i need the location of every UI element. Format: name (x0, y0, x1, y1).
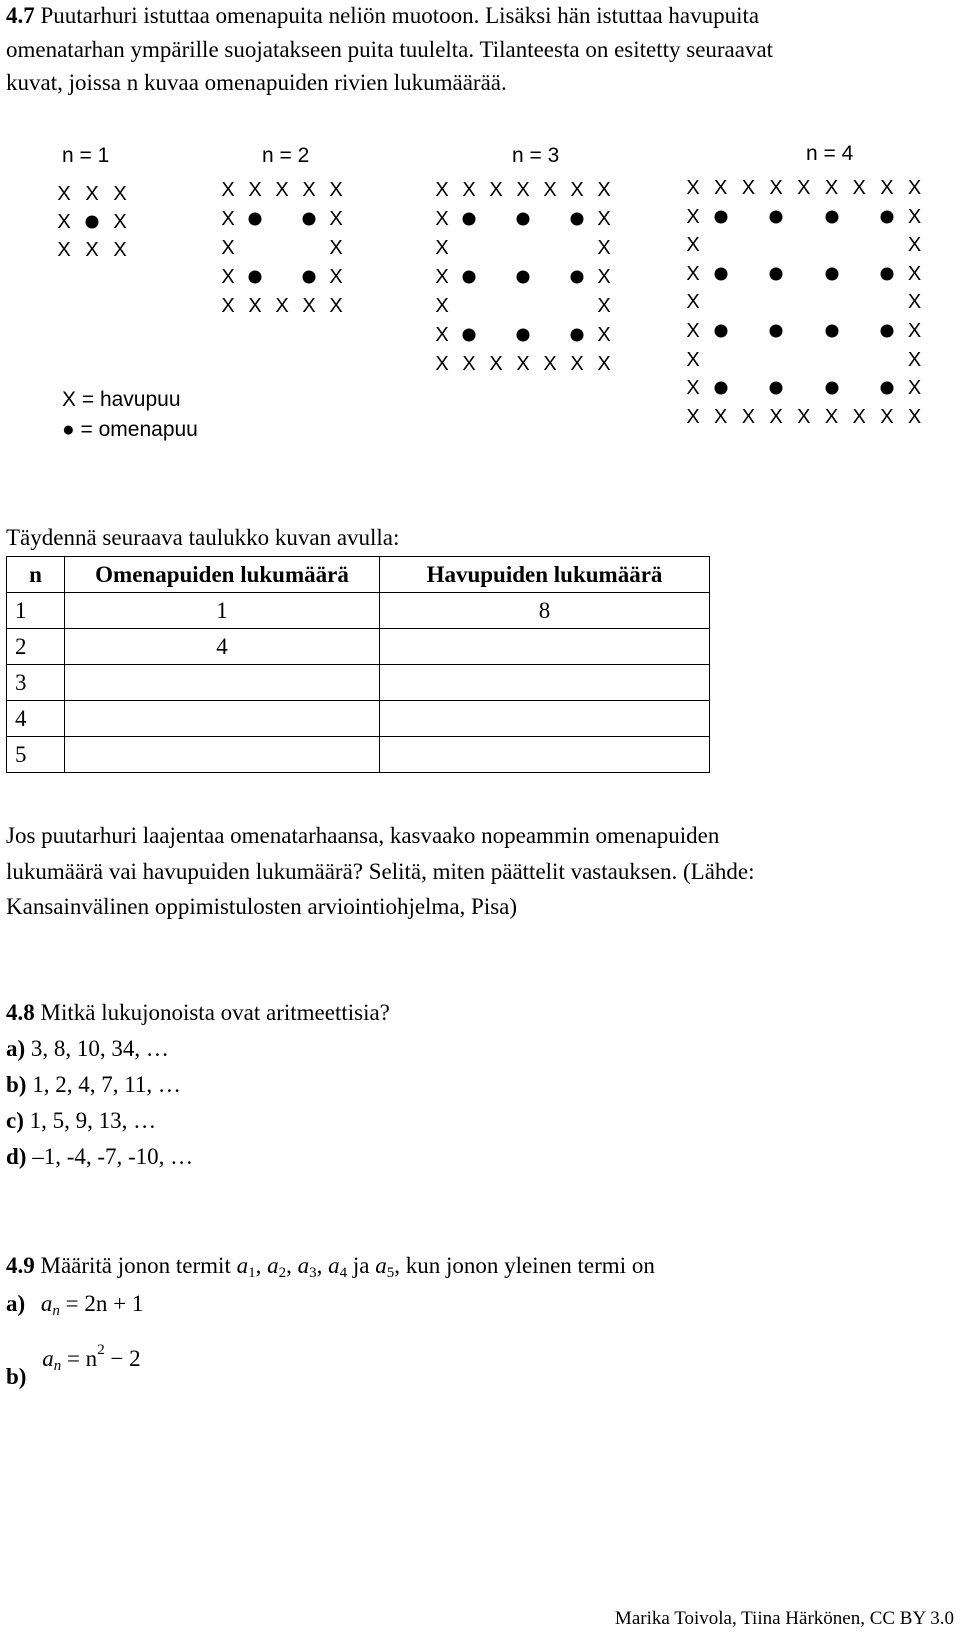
conifer-tree-icon: X (907, 177, 922, 199)
cell-apple[interactable]: 1 (65, 593, 380, 629)
conifer-tree-icon: X (907, 348, 922, 371)
conifer-tree-icon: X (543, 179, 557, 201)
apple-tree-icon (770, 210, 783, 223)
intro-line-3: kuvat, joissa n kuvaa omenapuiden rivien lukumäärää. (6, 70, 507, 95)
conifer-tree-icon: X (597, 353, 611, 375)
ex48-item-b: b) 1, 2, 4, 7, 11, … (6, 1072, 181, 1097)
ex49-title: 4.9 Määritä jonon termit $a_1$, $a_2$, $a_3$, $a_4$ ja $a_5$, kun jonon yleinen termi on (6, 1253, 655, 1281)
conifer-tree-icon: X (85, 239, 99, 261)
conifer-tree-icon: X (824, 177, 839, 199)
conifer-tree-icon: X (686, 234, 700, 257)
apple-tree-icon (517, 329, 530, 342)
header-n: n (7, 557, 65, 593)
conifer-tree-icon: X (741, 405, 756, 428)
ex48-item-a: a) 3, 8, 10, 34, … (6, 1036, 169, 1061)
table-header-row (7, 557, 710, 593)
ex48-item-c: c) 1, 5, 9, 13, … (6, 1108, 157, 1133)
cell-apple[interactable]: 4 (65, 629, 380, 665)
cell-n: 3 (7, 665, 65, 701)
cell-conifer[interactable] (380, 737, 710, 773)
conifer-tree-icon: X (769, 405, 783, 428)
question-line-1: Jos puutarhuri laajentaa omenatarhaansa, kasvaako nopeammin omenapuiden (6, 823, 720, 848)
apple-tree-icon (463, 213, 476, 226)
conifer-tree-icon: X (543, 353, 557, 375)
conifer-tree-icon: X (686, 177, 700, 199)
conifer-tree-icon: X (435, 179, 449, 201)
question-line-2: lukumäärä vai havupuiden lukumäärä? Selitä, miten päättelit vastauksen. (Lähde: (6, 859, 755, 884)
apple-tree-icon (571, 329, 584, 342)
conifer-tree-icon: X (516, 353, 530, 375)
cell-n: 1 (7, 593, 65, 629)
cell-apple[interactable] (65, 665, 380, 701)
apple-tree-icon (463, 329, 476, 342)
apple-tree-icon (714, 382, 727, 395)
conifer-tree-icon: X (435, 295, 449, 317)
apple-tree-icon (517, 213, 530, 226)
apple-tree-icon (825, 325, 838, 338)
conifer-tree-icon: X (113, 239, 127, 261)
conifer-tree-icon: X (686, 262, 700, 285)
conifer-tree-icon: X (597, 295, 611, 317)
conifer-tree-icon: X (248, 179, 262, 201)
conifer-tree-icon: X (516, 179, 530, 201)
cell-apple[interactable] (65, 737, 380, 773)
apple-tree-icon (303, 213, 316, 226)
apple-tree-icon (770, 325, 783, 338)
apple-tree-icon (463, 271, 476, 284)
label-n4: n = 4 (806, 142, 854, 165)
apple-tree-icon (825, 267, 838, 280)
intro-line-1: 4.7 Puutarhuri istuttaa omenapuita neliön muotoon. Lisäksi hän istuttaa havupuita (6, 3, 760, 28)
ex48-title: 4.8 Mitkä lukujonoista ovat aritmeettisia? (6, 1000, 390, 1025)
label-n1: n = 1 (62, 144, 110, 167)
conifer-tree-icon: X (85, 183, 99, 205)
conifer-tree-icon: X (329, 179, 343, 201)
conifer-tree-icon: X (248, 295, 262, 317)
table-row (7, 665, 710, 701)
conifer-tree-icon: X (113, 211, 127, 233)
conifer-tree-icon: X (329, 295, 343, 317)
conifer-tree-icon: X (852, 405, 866, 428)
conifer-tree-icon: X (221, 295, 235, 317)
conifer-tree-icon: X (302, 179, 316, 201)
conifer-tree-icon: X (57, 239, 71, 261)
conifer-tree-icon: X (907, 291, 922, 314)
apple-tree-icon (249, 213, 262, 226)
apple-tree-icon (571, 271, 584, 284)
conifer-tree-icon: X (741, 177, 756, 199)
conifer-tree-icon: X (797, 405, 811, 428)
conifer-tree-icon: X (435, 208, 449, 230)
apple-tree-icon (517, 271, 530, 284)
header-apple-count: Omenapuiden lukumäärä (65, 557, 380, 593)
table-row (7, 629, 710, 665)
conifer-tree-icon: X (852, 177, 866, 199)
conifer-tree-icon: X (880, 405, 894, 428)
conifer-tree-icon: X (489, 179, 503, 201)
ex48-item-d: d) –1, -4, -7, -10, … (6, 1144, 194, 1169)
header-conifer-count: Havupuiden lukumäärä (380, 557, 710, 593)
ex49-item-a: a) $a_n = 2n + 1$ (6, 1291, 144, 1319)
intro-line-2: omenatarhan ympärille suojatakseen puita tuulelta. Tilanteesta on esitetty seuraavat (6, 37, 774, 62)
apple-tree-icon (714, 210, 727, 223)
table-row (7, 701, 710, 737)
footer-credit: Marika Toivola, Tiina Härkönen, CC BY 3.0 (614, 1608, 954, 1629)
conifer-tree-icon: X (597, 208, 611, 230)
conifer-tree-icon: X (329, 237, 343, 259)
conifer-tree-icon: X (435, 324, 449, 346)
apple-tree-icon (880, 210, 893, 223)
conifer-tree-icon: X (275, 295, 289, 317)
table-instruction: Täydennä seuraava taulukko kuvan avulla: (6, 525, 400, 550)
conifer-tree-icon: X (435, 266, 449, 288)
conifer-tree-icon: X (57, 211, 71, 233)
apple-tree-icon (303, 271, 316, 284)
conifer-tree-icon: X (907, 205, 922, 228)
conifer-tree-icon: X (907, 405, 922, 428)
conifer-tree-icon: X (221, 266, 235, 288)
question-line-3: Kansainvälinen oppimistulosten arviointiohjelma, Pisa) (6, 894, 518, 919)
conifer-tree-icon: X (907, 262, 922, 285)
conifer-tree-icon: X (824, 405, 839, 428)
apple-tree-icon (249, 271, 262, 284)
conifer-tree-icon: X (302, 295, 316, 317)
cell-n: 2 (7, 629, 65, 665)
label-n3: n = 3 (512, 144, 560, 167)
apple-tree-icon (714, 267, 727, 280)
legend-cross: X = havupuu (62, 388, 181, 411)
orchard-figure (0, 140, 960, 460)
conifer-tree-icon: X (329, 208, 343, 230)
conifer-tree-icon: X (597, 237, 611, 259)
conifer-tree-icon: X (907, 320, 922, 342)
ex49-item-b: b) $a_n = n^2 - 2$ (6, 1342, 141, 1389)
apple-tree-icon (714, 325, 727, 338)
conifer-tree-icon: X (570, 353, 584, 375)
legend-dot: ● = omenapuu (62, 418, 198, 441)
apple-tree-icon (86, 216, 99, 229)
conifer-tree-icon: X (275, 179, 289, 201)
apple-tree-icon (880, 382, 893, 395)
conifer-tree-icon: X (113, 183, 127, 205)
conifer-tree-icon: X (221, 237, 235, 259)
conifer-tree-icon: X (221, 208, 235, 230)
apple-tree-icon (571, 213, 584, 226)
apple-tree-icon (825, 382, 838, 395)
cell-conifer[interactable] (380, 665, 710, 701)
conifer-tree-icon: X (462, 353, 476, 375)
cell-conifer[interactable] (380, 629, 710, 665)
apple-tree-icon (770, 267, 783, 280)
conifer-tree-icon: X (686, 291, 700, 314)
conifer-tree-icon: X (686, 205, 700, 228)
apple-tree-icon (880, 267, 893, 280)
cell-apple[interactable] (65, 701, 380, 737)
conifer-tree-icon: X (686, 320, 700, 342)
conifer-tree-icon: X (907, 377, 922, 400)
conifer-tree-icon: X (686, 377, 700, 400)
conifer-tree-icon: X (907, 234, 922, 257)
cell-n: 5 (7, 737, 65, 773)
conifer-tree-icon: X (769, 177, 783, 199)
conifer-tree-icon: X (489, 353, 503, 375)
conifer-tree-icon: X (597, 266, 611, 288)
apple-tree-icon (825, 210, 838, 223)
conifer-tree-icon: X (221, 179, 235, 201)
table-row (7, 737, 710, 773)
conifer-tree-icon: X (880, 177, 894, 199)
conifer-tree-icon: X (714, 405, 728, 428)
conifer-tree-icon: X (686, 405, 700, 428)
conifer-tree-icon: X (597, 324, 611, 346)
cell-n: 4 (7, 701, 65, 737)
cell-conifer[interactable]: 8 (380, 593, 710, 629)
cell-conifer[interactable] (380, 701, 710, 737)
conifer-tree-icon: X (714, 177, 728, 199)
conifer-tree-icon: X (329, 266, 343, 288)
conifer-tree-icon: X (435, 237, 449, 259)
conifer-tree-icon: X (435, 353, 449, 375)
conifer-tree-icon: X (57, 183, 71, 205)
conifer-tree-icon: X (462, 179, 476, 201)
conifer-tree-icon: X (597, 179, 611, 201)
conifer-tree-icon: X (797, 177, 811, 199)
apple-tree-icon (880, 325, 893, 338)
table-row (7, 593, 710, 629)
label-n2: n = 2 (262, 144, 310, 167)
answer-table (6, 556, 710, 773)
conifer-tree-icon: X (570, 179, 584, 201)
apple-tree-icon (770, 382, 783, 395)
conifer-tree-icon: X (686, 348, 700, 371)
